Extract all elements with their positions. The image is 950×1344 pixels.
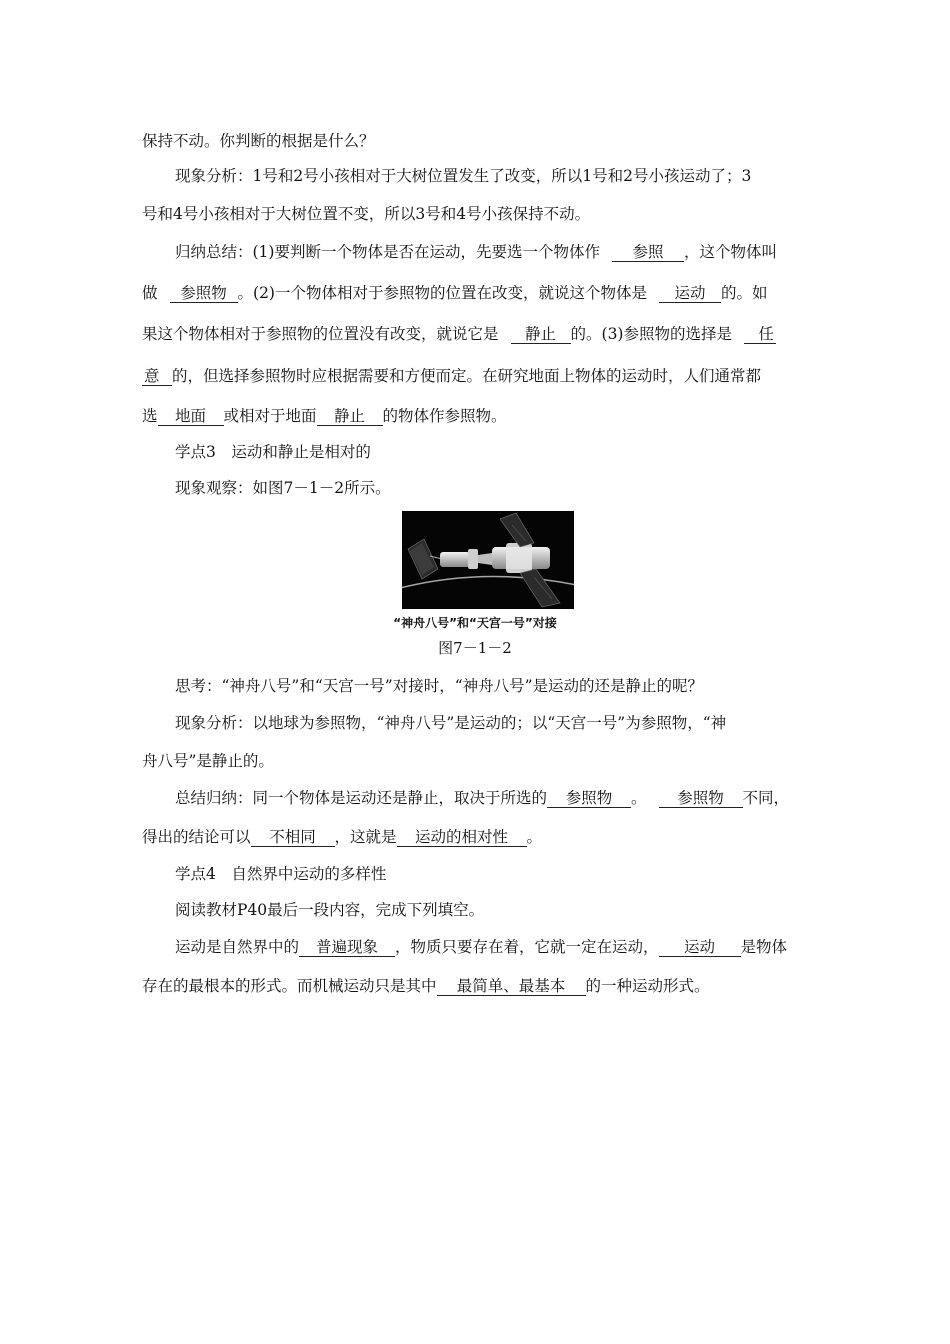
text: 。 — [526, 828, 543, 846]
fill-blank: 静止 — [511, 325, 571, 344]
summary-line-5 — [142, 406, 507, 426]
text: 保持不动。你判断的根据是什么？ — [142, 132, 375, 150]
text: 现象分析：以地球为参照物，“神舟八号”是运动的；以“天宫一号”为参照物，“神 — [175, 714, 727, 732]
paragraph-continued — [142, 131, 375, 151]
heading: 学点3 运动和静止是相对的 — [175, 443, 371, 461]
fill-blank: 参照物 — [547, 789, 631, 808]
text: 的物体作参照物。 — [382, 407, 507, 425]
figure-label: 图7－1－2 — [438, 639, 512, 657]
text: ，物质只要存在着，它就一定在运动， — [395, 938, 659, 956]
think-line — [175, 676, 703, 696]
text: 运动是自然界中的 — [175, 938, 300, 956]
analysis2-line-2 — [142, 751, 274, 771]
summary-line-1 — [175, 242, 777, 262]
fill-blank: 运动的相对性 — [397, 828, 527, 847]
text: 归纳总结：(1)要判断一个物体是否在运动，先要选一个物体作 — [175, 243, 600, 261]
text: 做 — [142, 284, 158, 302]
text: 的一种运动形式。 — [585, 977, 710, 995]
section-heading-3 — [175, 442, 371, 462]
photo-caption: “神舟八号”和“天宫一号”对接 — [393, 616, 557, 630]
fill-blank: 最简单、最基本 — [437, 977, 586, 996]
fill-blank: 参照 — [612, 243, 684, 262]
conclusion-line-1 — [175, 788, 789, 808]
text: 。(2)一个物体相对于参照物的位置在改变，就说这个物体是 — [237, 284, 647, 302]
text: 。 — [631, 789, 647, 807]
text: ，这就是 — [334, 828, 397, 846]
text: 得出的结论可以 — [142, 828, 251, 846]
analysis-line-2 — [142, 204, 590, 224]
fill-blank: 地面 — [158, 407, 224, 426]
text: 不同， — [742, 789, 790, 807]
text: 现象分析：1号和2号小孩相对于大树位置发生了改变，所以1号和2号小孩运动了；3 — [175, 167, 752, 185]
fill-line-1 — [175, 937, 787, 957]
summary-line-4 — [142, 366, 761, 386]
text: 总结归纳：同一个物体是运动还是静止，取决于所选的 — [175, 789, 548, 807]
text: 的。如 — [720, 284, 768, 302]
analysis2-line-1 — [175, 713, 726, 733]
text: 果这个物体相对于参照物的位置没有改变，就说它是 — [142, 325, 499, 343]
analysis-line-1 — [175, 166, 751, 186]
text: 存在的最根本的形式。而机械运动只是其中 — [142, 977, 437, 995]
spacecraft-image — [402, 511, 574, 609]
text: 阅读教材P40最后一段内容，完成下列填空。 — [175, 901, 485, 919]
fill-blank: 运动 — [659, 938, 741, 957]
fill-line-2 — [142, 976, 710, 996]
docking-photo — [402, 511, 574, 609]
text: 现象观察：如图7－1－2所示。 — [175, 479, 391, 497]
fill-blank: 参照物 — [170, 284, 238, 303]
fill-blank: 参照物 — [659, 789, 743, 808]
reading-instruction — [175, 900, 484, 920]
summary-line-2 — [142, 283, 768, 303]
text: 是物体 — [740, 938, 788, 956]
heading: 学点4 自然界中运动的多样性 — [175, 865, 387, 883]
observation-line — [175, 478, 391, 498]
text: 的。(3)参照物的选择是 — [570, 325, 732, 343]
text: ，这个物体叫 — [683, 243, 777, 261]
text: 号和4号小孩相对于大树位置不变，所以3号和4号小孩保持不动。 — [142, 205, 591, 223]
text: 选 — [142, 407, 158, 425]
text: 的，但选择参照物时应根据需要和方便而定。在研究地面上物体的运动时，人们通常都 — [172, 367, 762, 385]
fill-blank: 普遍现象 — [299, 938, 395, 957]
fill-blank: 任 — [744, 325, 776, 344]
fill-blank: 不相同 — [251, 828, 335, 847]
text: 舟八号”是静止的。 — [142, 752, 274, 770]
conclusion-line-2 — [142, 827, 542, 847]
section-heading-4 — [175, 864, 386, 884]
summary-line-3 — [142, 324, 776, 344]
fill-blank: 运动 — [659, 284, 721, 303]
fill-blank: 静止 — [317, 407, 383, 426]
text: 思考：“神舟八号”和“天宫一号”对接时，“神舟八号”是运动的还是静止的呢？ — [175, 677, 704, 695]
fill-blank: 意 — [142, 367, 172, 386]
text: 或相对于地面 — [223, 407, 317, 425]
